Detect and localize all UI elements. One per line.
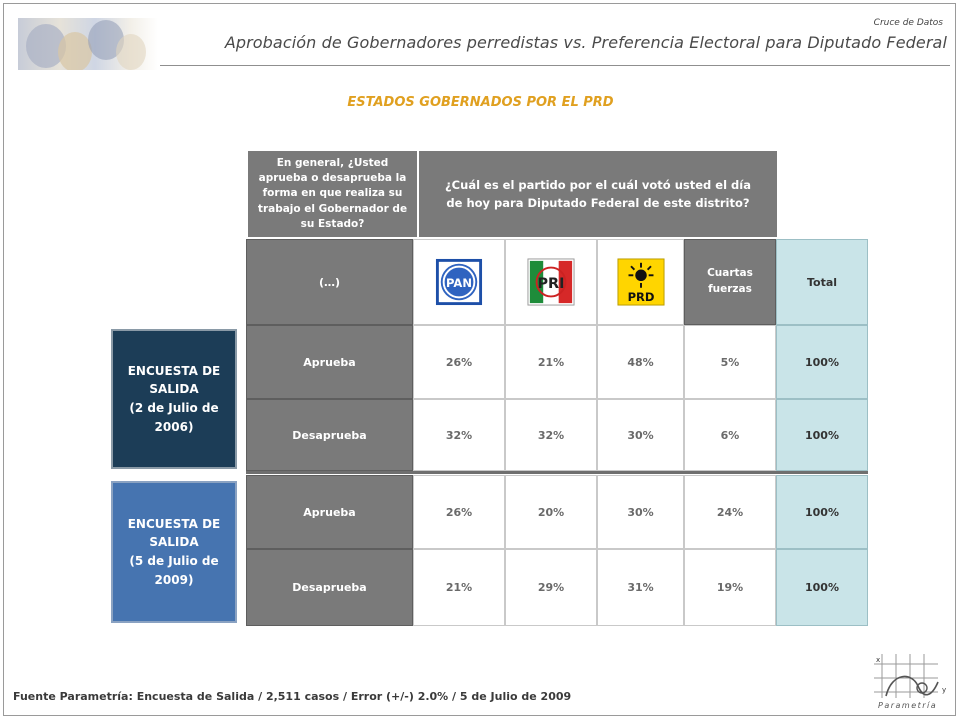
header-photo bbox=[18, 18, 158, 70]
table-cell: 21% bbox=[413, 549, 505, 626]
prd-logo-text: PRD bbox=[627, 290, 654, 305]
table-cell: 24% bbox=[684, 475, 776, 549]
table-cell: 32% bbox=[505, 399, 597, 471]
prd-logo-icon bbox=[617, 258, 665, 306]
approval-question: En general, ¿Usted aprueba o desaprueba la forma en que realiza su trabajo el Gobernador de su Estado? bbox=[248, 151, 417, 237]
table-cell: 5% bbox=[684, 325, 776, 399]
total-cell: 100% bbox=[776, 325, 868, 399]
table-cell: 32% bbox=[413, 399, 505, 471]
table-cell: 26% bbox=[413, 325, 505, 399]
header-kicker: Cruce de Datos bbox=[873, 18, 943, 28]
source-note: Fuente Parametría: Encuesta de Salida / 2,511 casos / Error (+/-) 2.0% / 5 de Julio de 2009 bbox=[13, 690, 572, 703]
header-cell-prd bbox=[597, 239, 684, 325]
table-cell: 30% bbox=[597, 399, 684, 471]
table-cell: 48% bbox=[597, 325, 684, 399]
pri-logo-icon bbox=[527, 258, 575, 306]
group-separator bbox=[246, 471, 868, 474]
results-table bbox=[246, 239, 868, 626]
header-cell-placeholder: (…) bbox=[246, 239, 413, 325]
pan-logo-icon bbox=[435, 258, 483, 306]
header-cell-pri bbox=[505, 239, 597, 325]
page-title: Aprobación de Gobernadores perredistas vs. Preferencia Electoral para Diputado Federal bbox=[224, 33, 947, 52]
total-cell: 100% bbox=[776, 399, 868, 471]
row-label: Desaprueba bbox=[246, 399, 413, 471]
pri-logo-text: PRI bbox=[537, 275, 565, 292]
total-cell: 100% bbox=[776, 549, 868, 626]
table-cell: 20% bbox=[505, 475, 597, 549]
table-cell: 21% bbox=[505, 325, 597, 399]
total-cell: 100% bbox=[776, 475, 868, 549]
group-label-date: (5 de Julio de 2009) bbox=[129, 554, 219, 587]
group-label-2006 bbox=[111, 329, 237, 469]
table-cell: 29% bbox=[505, 549, 597, 626]
subtitle: ESTADOS GOBERNADOS POR EL PRD bbox=[347, 95, 614, 110]
vote-question: ¿Cuál es el partido por el cuál votó usted el día de hoy para Diputado Federal de este distrito? bbox=[419, 151, 777, 237]
header-rule bbox=[160, 65, 950, 66]
axis-x-label: x bbox=[876, 656, 881, 664]
header-cell-pan bbox=[413, 239, 505, 325]
header-cell-total: Total bbox=[776, 239, 868, 325]
table-cell: 19% bbox=[684, 549, 776, 626]
group-label-title: ENCUESTA DE SALIDA bbox=[127, 363, 221, 397]
table-cell: 30% bbox=[597, 475, 684, 549]
table-cell: 6% bbox=[684, 399, 776, 471]
row-label: Aprueba bbox=[246, 475, 413, 549]
table-cell: 31% bbox=[597, 549, 684, 626]
pan-logo-text: PAN bbox=[446, 275, 472, 290]
header-cell-fourth: Cuartas fuerzas bbox=[684, 239, 776, 325]
row-label: Aprueba bbox=[246, 325, 413, 399]
table-cell: 26% bbox=[413, 475, 505, 549]
group-label-title: ENCUESTA DE SALIDA bbox=[127, 516, 221, 550]
group-label-2009 bbox=[111, 481, 237, 623]
axis-y-label: y bbox=[942, 686, 947, 694]
row-label: Desaprueba bbox=[246, 549, 413, 626]
brand-name: Parametría bbox=[878, 701, 938, 710]
group-label-date: (2 de Julio de 2006) bbox=[129, 401, 219, 434]
